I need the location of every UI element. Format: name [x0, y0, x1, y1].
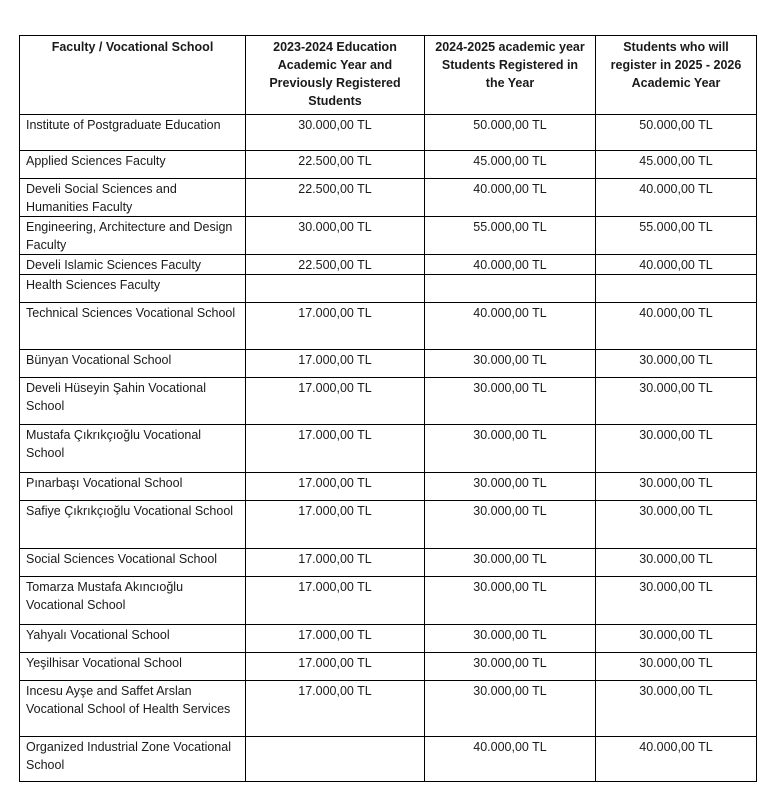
fee-2024-2025: 30.000,00 TL — [425, 473, 596, 501]
faculty-name: Safiye Çıkrıkçıoğlu Vocational School — [20, 501, 246, 549]
faculty-name: Develi Islamic Sciences Faculty — [20, 255, 246, 275]
fee-2023-2024: 17.000,00 TL — [246, 303, 425, 350]
faculty-name: Bünyan Vocational School — [20, 350, 246, 378]
table-row — [20, 115, 757, 151]
fee-2025-2026: 40.000,00 TL — [596, 179, 757, 217]
table-row — [20, 501, 757, 549]
fee-2025-2026: 40.000,00 TL — [596, 737, 757, 782]
table-row — [20, 577, 757, 625]
fee-2025-2026: 40.000,00 TL — [596, 255, 757, 275]
fee-2025-2026: 30.000,00 TL — [596, 549, 757, 577]
fee-2024-2025: 40.000,00 TL — [425, 179, 596, 217]
fee-2024-2025: 40.000,00 TL — [425, 303, 596, 350]
table-row — [20, 217, 757, 255]
fee-2025-2026 — [596, 275, 757, 303]
faculty-name: Technical Sciences Vocational School — [20, 303, 246, 350]
fee-2023-2024: 17.000,00 TL — [246, 577, 425, 625]
faculty-name: Develi Social Sciences and Humanities Faculty — [20, 179, 246, 217]
fee-2023-2024 — [246, 275, 425, 303]
table-row — [20, 625, 757, 653]
fee-2024-2025: 30.000,00 TL — [425, 681, 596, 737]
table-row — [20, 179, 757, 217]
faculty-name: Organized Industrial Zone Vocational School — [20, 737, 246, 782]
table-row — [20, 737, 757, 782]
fee-2024-2025: 30.000,00 TL — [425, 653, 596, 681]
table-row — [20, 549, 757, 577]
faculty-name: Incesu Ayşe and Saffet Arslan Vocational School of Health Services — [20, 681, 246, 737]
fee-2025-2026: 55.000,00 TL — [596, 217, 757, 255]
faculty-name: Institute of Postgraduate Education — [20, 115, 246, 151]
fee-2023-2024: 30.000,00 TL — [246, 115, 425, 151]
fee-2023-2024: 17.000,00 TL — [246, 501, 425, 549]
fee-2023-2024: 22.500,00 TL — [246, 255, 425, 275]
fee-2023-2024: 22.500,00 TL — [246, 151, 425, 179]
fee-2025-2026: 30.000,00 TL — [596, 653, 757, 681]
faculty-name: Yahyalı Vocational School — [20, 625, 246, 653]
faculty-name: Social Sciences Vocational School — [20, 549, 246, 577]
header-2025-2026: Students who will register in 2025 - 2026 Academic Year — [596, 36, 757, 115]
table-row — [20, 350, 757, 378]
fee-2023-2024: 17.000,00 TL — [246, 653, 425, 681]
table-row — [20, 425, 757, 473]
faculty-name: Applied Sciences Faculty — [20, 151, 246, 179]
fee-2024-2025: 30.000,00 TL — [425, 625, 596, 653]
fee-2024-2025: 55.000,00 TL — [425, 217, 596, 255]
fee-2024-2025: 40.000,00 TL — [425, 255, 596, 275]
fee-2024-2025: 30.000,00 TL — [425, 378, 596, 425]
table-row — [20, 681, 757, 737]
faculty-name: Health Sciences Faculty — [20, 275, 246, 303]
faculty-name: Tomarza Mustafa Akıncıoğlu Vocational School — [20, 577, 246, 625]
fee-2023-2024: 17.000,00 TL — [246, 625, 425, 653]
fee-2025-2026: 30.000,00 TL — [596, 473, 757, 501]
table-row — [20, 653, 757, 681]
faculty-name: Engineering, Architecture and Design Faculty — [20, 217, 246, 255]
table-row — [20, 151, 757, 179]
fee-2025-2026: 50.000,00 TL — [596, 115, 757, 151]
fee-2023-2024: 30.000,00 TL — [246, 217, 425, 255]
fee-2024-2025: 40.000,00 TL — [425, 737, 596, 782]
fee-2025-2026: 30.000,00 TL — [596, 681, 757, 737]
fee-2025-2026: 45.000,00 TL — [596, 151, 757, 179]
fee-2025-2026: 40.000,00 TL — [596, 303, 757, 350]
table-row — [20, 303, 757, 350]
fee-2024-2025: 45.000,00 TL — [425, 151, 596, 179]
fee-2023-2024: 17.000,00 TL — [246, 350, 425, 378]
header-faculty: Faculty / Vocational School — [20, 36, 246, 115]
fee-2024-2025: 30.000,00 TL — [425, 577, 596, 625]
table-row — [20, 255, 757, 275]
header-2024-2025: 2024-2025 academic year Students Registered in the Year — [425, 36, 596, 115]
fee-table — [19, 35, 757, 782]
fee-2025-2026: 30.000,00 TL — [596, 350, 757, 378]
fee-2025-2026: 30.000,00 TL — [596, 378, 757, 425]
table-row — [20, 473, 757, 501]
fee-2024-2025: 50.000,00 TL — [425, 115, 596, 151]
fee-2025-2026: 30.000,00 TL — [596, 625, 757, 653]
table-header-row — [20, 36, 757, 115]
faculty-name: Develi Hüseyin Şahin Vocational School — [20, 378, 246, 425]
header-2023-2024: 2023-2024 Education Academic Year and Previously Registered Students — [246, 36, 425, 115]
fee-2023-2024: 17.000,00 TL — [246, 378, 425, 425]
faculty-name: Pınarbaşı Vocational School — [20, 473, 246, 501]
fee-2023-2024: 22.500,00 TL — [246, 179, 425, 217]
fee-2023-2024: 17.000,00 TL — [246, 681, 425, 737]
fee-2024-2025: 30.000,00 TL — [425, 350, 596, 378]
fee-2024-2025: 30.000,00 TL — [425, 501, 596, 549]
faculty-name: Mustafa Çıkrıkçıoğlu Vocational School — [20, 425, 246, 473]
fee-2024-2025: 30.000,00 TL — [425, 549, 596, 577]
fee-2023-2024: 17.000,00 TL — [246, 473, 425, 501]
table-row — [20, 275, 757, 303]
fee-2023-2024: 17.000,00 TL — [246, 425, 425, 473]
fee-2023-2024: 17.000,00 TL — [246, 549, 425, 577]
table-row — [20, 378, 757, 425]
fee-2024-2025 — [425, 275, 596, 303]
fee-2023-2024 — [246, 737, 425, 782]
fee-2025-2026: 30.000,00 TL — [596, 577, 757, 625]
faculty-name: Yeşilhisar Vocational School — [20, 653, 246, 681]
fee-2024-2025: 30.000,00 TL — [425, 425, 596, 473]
fee-2025-2026: 30.000,00 TL — [596, 425, 757, 473]
fee-2025-2026: 30.000,00 TL — [596, 501, 757, 549]
